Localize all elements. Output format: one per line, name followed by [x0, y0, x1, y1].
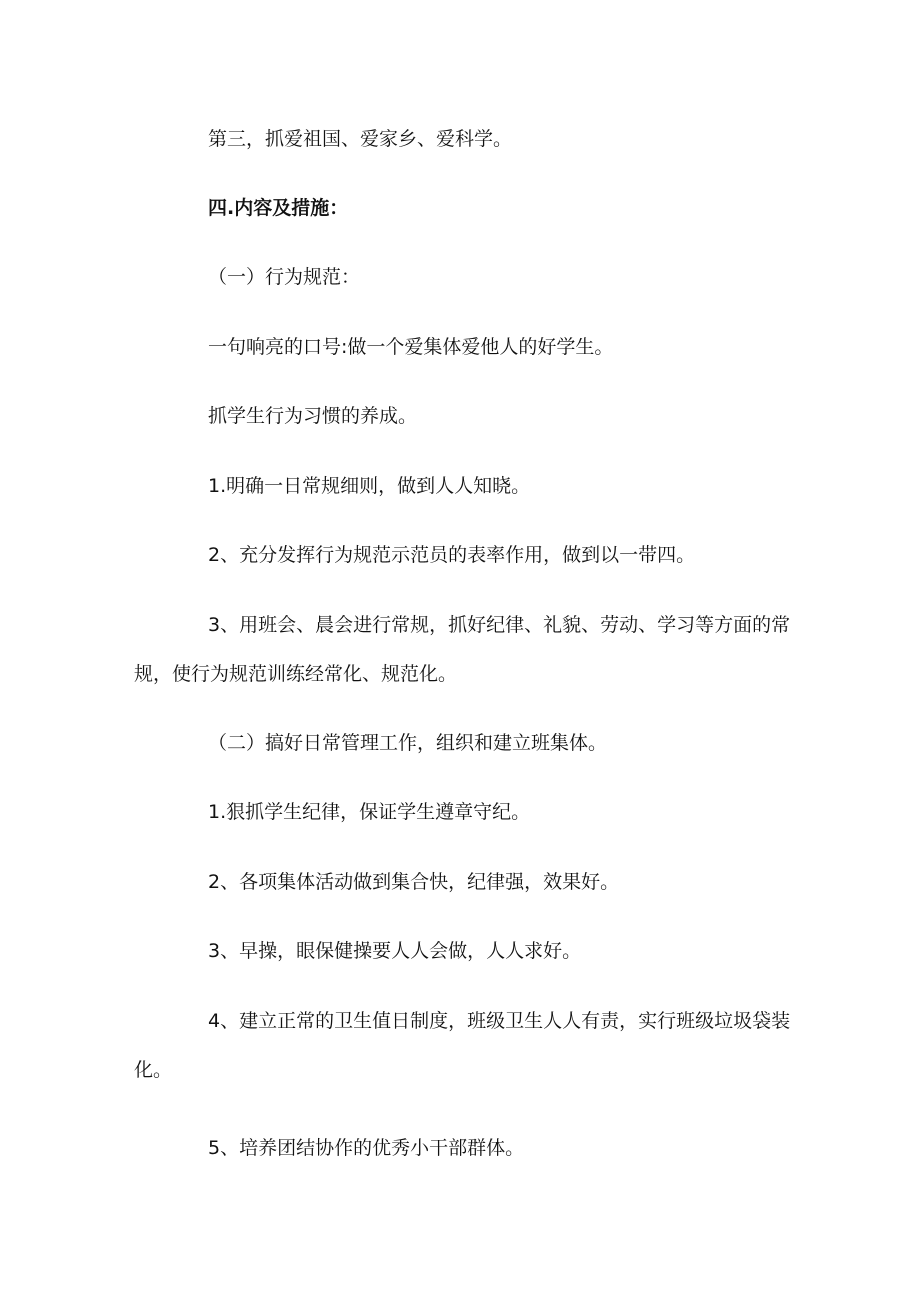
paragraph-management-item-2: 2、各项集体活动做到集合快，纪律强，效果好。 — [208, 871, 620, 893]
paragraph-management-item-4-line-2: 化。 — [134, 1059, 173, 1081]
paragraph-management-item-3: 3、早操，眼保健操要人人会做，人人求好。 — [208, 940, 582, 962]
paragraph-habit-formation: 抓学生行为习惯的养成。 — [208, 405, 418, 427]
paragraph-item-3-line-2: 规，使行为规范训练经常化、规范化。 — [134, 663, 458, 685]
paragraph-item-1: 1.明确一日常规细则，做到人人知晓。 — [208, 475, 531, 497]
paragraph-management-item-5: 5、培养团结协作的优秀小干部群体。 — [208, 1137, 525, 1159]
subsection-heading-behavior-norms: （一）行为规范： — [208, 266, 361, 288]
paragraph-third-point: 第三，抓爱祖国、爱家乡、爱科学。 — [208, 128, 513, 150]
subsection-heading-daily-management: （二）搞好日常管理工作，组织和建立班集体。 — [208, 732, 608, 754]
paragraph-item-2: 2、充分发挥行为规范示范员的表率作用，做到以一带四。 — [208, 544, 696, 566]
paragraph-item-3-line-1: 3、用班会、晨会进行常规，抓好纪律、礼貌、劳动、学习等方面的常 — [208, 614, 791, 636]
paragraph-management-item-4-line-1: 4、建立正常的卫生值日制度，班级卫生人人有责，实行班级垃圾袋装 — [208, 1010, 791, 1032]
paragraph-management-item-1: 1.狠抓学生纪律，保证学生遵章守纪。 — [208, 801, 531, 823]
section-heading-content-measures: 四.内容及措施： — [208, 197, 349, 219]
paragraph-slogan: 一句响亮的口号:做一个爱集体爱他人的好学生。 — [208, 336, 614, 358]
